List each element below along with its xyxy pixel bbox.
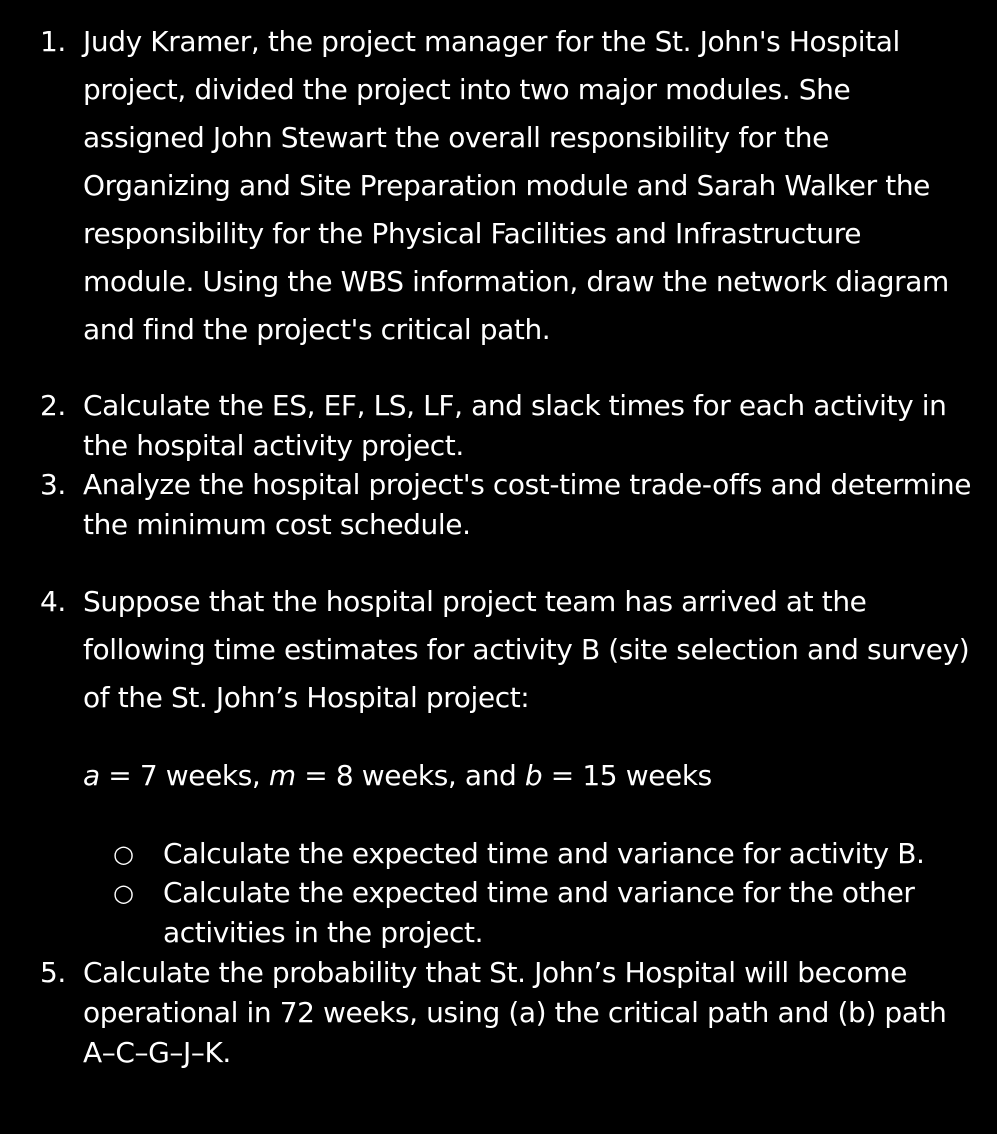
question-1 [40, 18, 980, 354]
var-b: b [524, 759, 543, 792]
val-a: = 7 weeks, [99, 759, 269, 792]
bullet-circle-icon: ○ [113, 879, 134, 907]
question-text: Judy Kramer, the project manager for the St. John's Hospital project, divided the project into two major modules. She assigned John Stewart the overall responsibility for the Organizing and Site Preparation module and Sarah Walker the responsibility for the Physical Facilities and Infrastructure module. Using the WBS information, draw the network diagram and find the project's critical path. [83, 25, 949, 346]
bullet-circle-icon: ○ [113, 840, 134, 868]
question-2 [40, 386, 980, 466]
time-estimates-formula [83, 756, 712, 796]
var-m: m [268, 759, 296, 792]
question-number: 4. [40, 585, 66, 618]
question-3 [40, 465, 980, 545]
question-number: 1. [40, 25, 66, 58]
question-text: Calculate the probability that St. John’s Hospital will become operational in 72 weeks, using (a) the critical path and (b) path A–C–G–J–K. [83, 956, 947, 1069]
question-5 [40, 953, 980, 1073]
val-m: = 8 weeks, and [295, 759, 525, 792]
var-a: a [83, 759, 100, 792]
val-b: = 15 weeks [542, 759, 712, 792]
question-4 [40, 578, 980, 722]
question-text: Suppose that the hospital project team has arrived at the following time estimates for activity B (site selection and survey) of the St. John’s Hospital project: [83, 585, 970, 714]
subitem-2 [113, 873, 973, 953]
question-number: 3. [40, 468, 66, 501]
subitem-1 [113, 834, 973, 874]
question-text: Calculate the ES, EF, LS, LF, and slack times for each activity in the hospital activity project. [83, 389, 947, 462]
question-number: 2. [40, 389, 66, 422]
subitem-text: Calculate the expected time and variance for the other activities in the project. [163, 876, 915, 949]
subitem-text: Calculate the expected time and variance for activity B. [163, 837, 925, 870]
question-text: Analyze the hospital project's cost-time trade-offs and determine the minimum cost schedule. [83, 468, 972, 541]
question-number: 5. [40, 956, 66, 989]
